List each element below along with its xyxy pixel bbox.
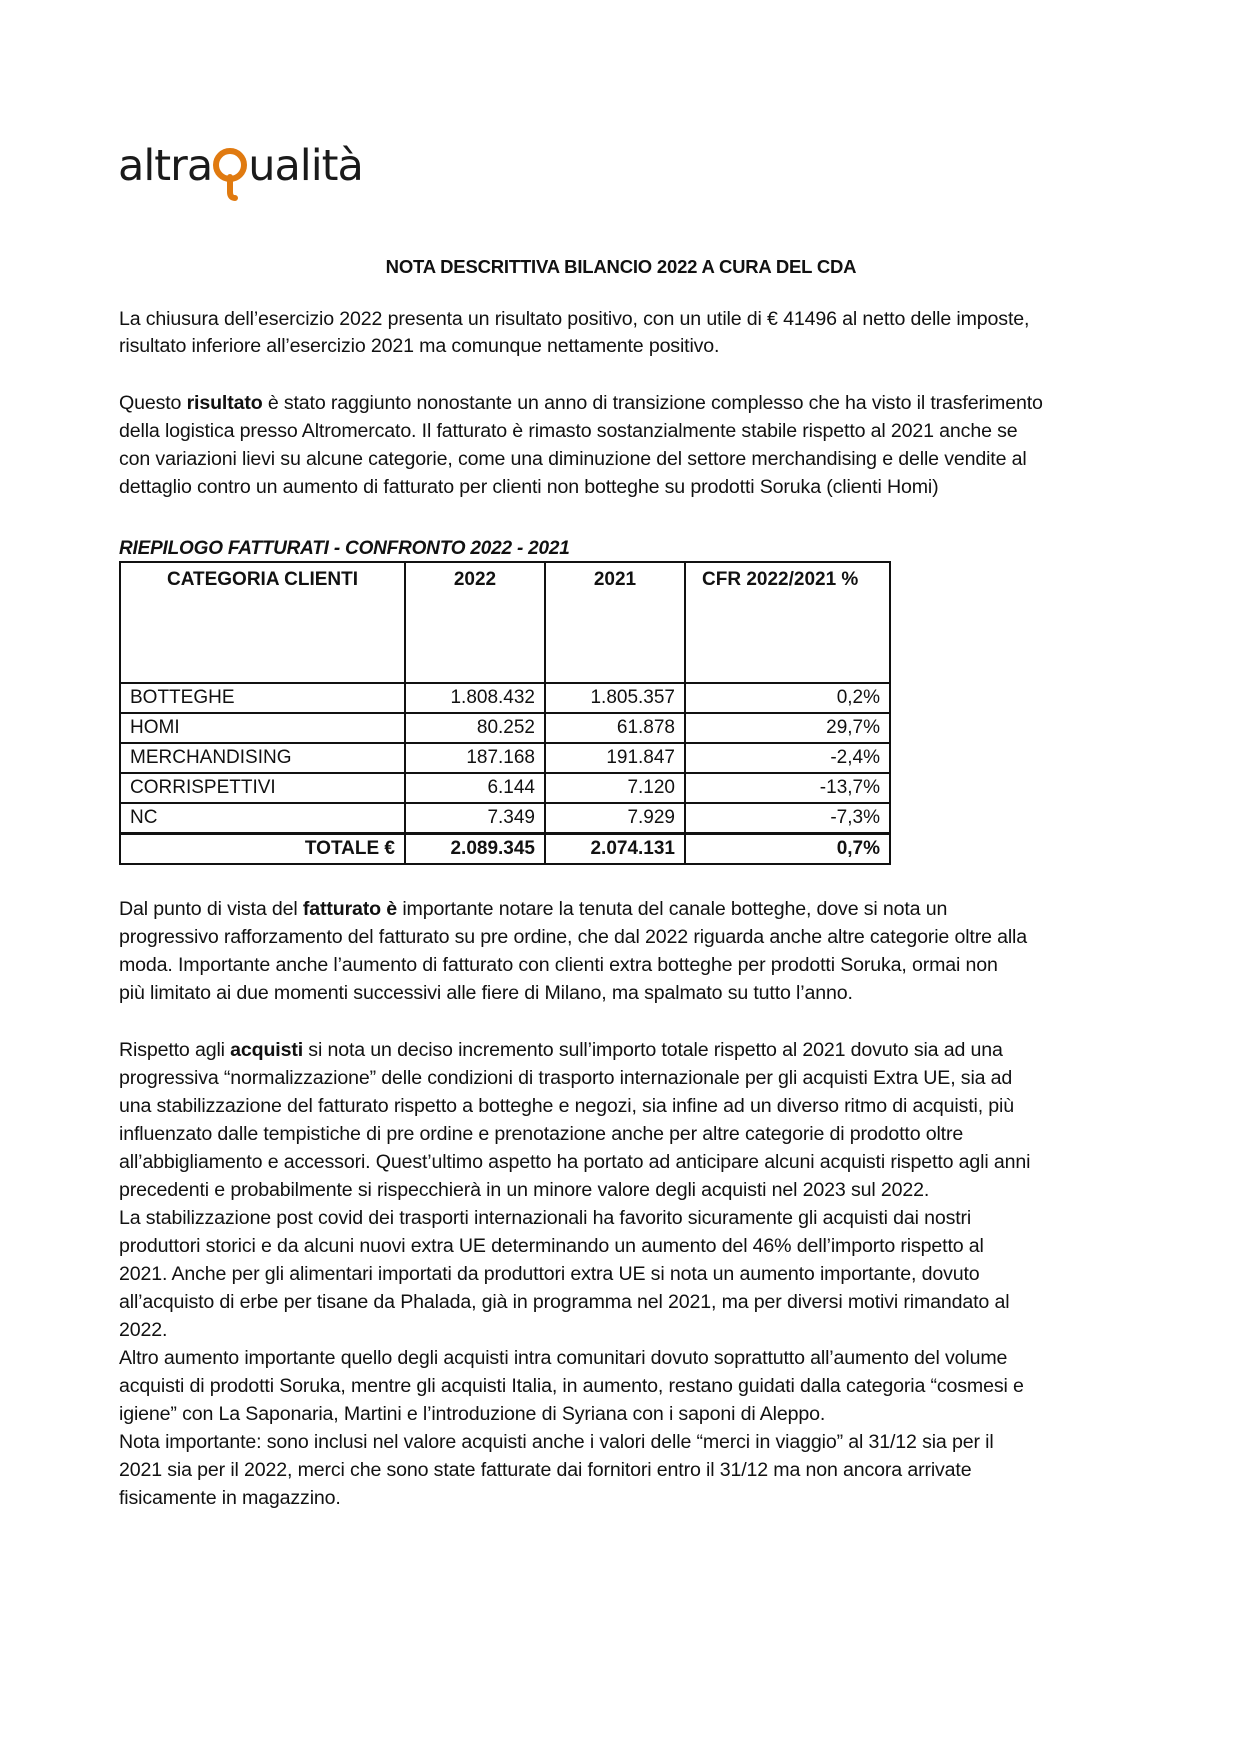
document-title: NOTA DESCRITTIVA BILANCIO 2022 A CURA DEL CDA	[385, 256, 857, 277]
paragraph-line: influenzato dalle tempistiche di pre ordine e prenotazione anche per altre categorie di prodotto oltre	[119, 1123, 964, 1145]
paragraph-line: una stabilizzazione del fatturato rispetto a botteghe e negozi, sia infine ad un diverso ritmo di acquisti, più	[119, 1095, 1015, 1117]
value-2021-cell: 1.805.357	[545, 683, 685, 713]
column-header: 2022	[405, 562, 545, 683]
logo-text-altra: altra	[118, 141, 213, 191]
paragraph-line: progressiva “normalizzazione” delle condizioni di trasporto internazionale per gli acquisti Extra UE, sia ad	[119, 1067, 1013, 1089]
value-2021-cell: 7.929	[545, 803, 685, 834]
value-2021-cell: 7.120	[545, 773, 685, 803]
paragraph-line: La stabilizzazione post covid dei trasporti internazionali ha favorito sicuramente gli acquisti dai nostri	[119, 1207, 972, 1229]
value-2022-cell: 187.168	[405, 743, 545, 773]
paragraph-line	[119, 1041, 1003, 1061]
value-2022-cell: 7.349	[405, 803, 545, 834]
category-cell: NC	[120, 803, 405, 834]
total-label-cell: TOTALE €	[120, 834, 405, 865]
company-logo	[118, 118, 363, 191]
table-row	[120, 683, 890, 713]
paragraph-line: Altro aumento importante quello degli acquisti intra comunitari dovuto soprattutto all’aumento del volume	[119, 1347, 1008, 1369]
paragraph-line: produttori storici e da alcuni nuovi extra UE determinando un aumento del 46% dell’importo rispetto al	[119, 1235, 984, 1257]
change-percent-cell: 0,2%	[685, 683, 890, 713]
category-cell: BOTTEGHE	[120, 683, 405, 713]
text: Dal punto di vista del	[119, 898, 303, 920]
category-cell: MERCHANDISING	[120, 743, 405, 773]
paragraph-line: progressivo rafforzamento del fatturato su pre ordine, che dal 2022 riguarda anche altre categorie oltre alla	[119, 926, 1028, 948]
bold-text: fatturato è	[302, 898, 398, 920]
change-percent-cell: 29,7%	[685, 713, 890, 743]
column-header: CATEGORIA CLIENTI	[120, 562, 405, 683]
paragraph-line: 2022.	[119, 1319, 168, 1341]
logo-text-ualita: ualità	[248, 141, 363, 191]
paragraph-line: precedenti e probabilmente si rispecchierà in un minore valore degli acquisti nel 2023 sul 2022.	[119, 1179, 930, 1201]
total-2022-cell: 2.089.345	[405, 834, 545, 865]
paragraph-line	[119, 394, 1043, 414]
table-row	[120, 713, 890, 743]
paragraph-line: moda. Importante anche l’aumento di fatturato con clienti extra botteghe per prodotti Soruka, ormai non	[119, 954, 998, 976]
text: Rispetto agli	[119, 1039, 231, 1061]
paragraph-line: igiene” con La Saponaria, Martini e l’introduzione di Syriana con i saponi di Aleppo.	[119, 1403, 826, 1425]
total-change-cell: 0,7%	[685, 834, 890, 865]
change-percent-cell: -2,4%	[685, 743, 890, 773]
paragraph-line: acquisti di prodotti Soruka, mentre gli acquisti Italia, in aumento, restano guidati dalla categoria “cosmesi e	[119, 1375, 1024, 1397]
revenue-summary-table	[119, 561, 891, 865]
table-row	[120, 773, 890, 803]
text: si nota un deciso incremento sull’importo totale rispetto al 2021 dovuto sia ad una	[303, 1039, 1003, 1061]
text: è stato raggiunto nonostante un anno di transizione complesso che ha visto il trasferimento	[262, 392, 1043, 414]
table-caption: RIEPILOGO FATTURATI - CONFRONTO 2022 - 2021	[119, 538, 570, 559]
value-2021-cell: 61.878	[545, 713, 685, 743]
value-2022-cell: 80.252	[405, 713, 545, 743]
paragraph-line: 2021. Anche per gli alimentari importati da produttori extra UE si nota un aumento importante, dovuto	[119, 1263, 980, 1285]
paragraph-line: all’abbigliamento e accessori. Quest’ultimo aspetto ha portato ad anticipare alcuni acquisti rispetto agli anni	[119, 1151, 1031, 1173]
text: Questo	[119, 392, 187, 414]
category-cell: CORRISPETTIVI	[120, 773, 405, 803]
paragraph-line: 2021 sia per il 2022, merci che sono state fatturate dai fornitori entro il 31/12 ma non ancora arrivate	[119, 1459, 972, 1481]
table-total-row	[120, 834, 890, 865]
paragraph-line	[119, 900, 947, 920]
table-row	[120, 743, 890, 773]
table-header-row	[120, 562, 890, 683]
paragraph-line: fisicamente in magazzino.	[119, 1487, 341, 1509]
paragraph-line: dettaglio contro un aumento di fatturato per clienti non botteghe su prodotti Soruka (clienti Homi)	[119, 476, 939, 498]
bold-text: acquisti	[230, 1039, 304, 1061]
column-header: 2021	[545, 562, 685, 683]
paragraph-line: all’acquisto di erbe per tisane da Phalada, già in programma nel 2021, ma per diversi motivi rimandato al	[119, 1291, 1010, 1313]
text: importante notare la tenuta del canale botteghe, dove si nota un	[397, 898, 948, 920]
bold-text: risultato	[186, 392, 263, 414]
table-row	[120, 803, 890, 834]
change-percent-cell: -13,7%	[685, 773, 890, 803]
column-header: CFR 2022/2021 %	[685, 562, 890, 683]
intro-line: La chiusura dell’esercizio 2022 presenta un risultato positivo, con un utile di € 41496 al netto delle imposte,	[119, 308, 1030, 330]
value-2021-cell: 191.847	[545, 743, 685, 773]
value-2022-cell: 6.144	[405, 773, 545, 803]
total-2021-cell: 2.074.131	[545, 834, 685, 865]
paragraph-line: più limitato ai due momenti successivi alle fiere di Milano, ma spalmato su tutto l’anno.	[119, 982, 853, 1004]
paragraph-line: della logistica presso Altromercato. Il fatturato è rimasto sostanzialmente stabile rispetto al 2021 anche se	[119, 420, 1018, 442]
intro-line: risultato inferiore all’esercizio 2021 ma comunque nettamente positivo.	[119, 335, 720, 357]
q-speech-bubble-icon	[213, 148, 247, 184]
paragraph-line: con variazioni lievi su alcune categorie, come una diminuzione del settore merchandising e delle vendite al	[119, 448, 1027, 470]
change-percent-cell: -7,3%	[685, 803, 890, 834]
paragraph-line: Nota importante: sono inclusi nel valore acquisti anche i valori delle “merci in viaggio” al 31/12 sia per il	[119, 1431, 994, 1453]
value-2022-cell: 1.808.432	[405, 683, 545, 713]
category-cell: HOMI	[120, 713, 405, 743]
